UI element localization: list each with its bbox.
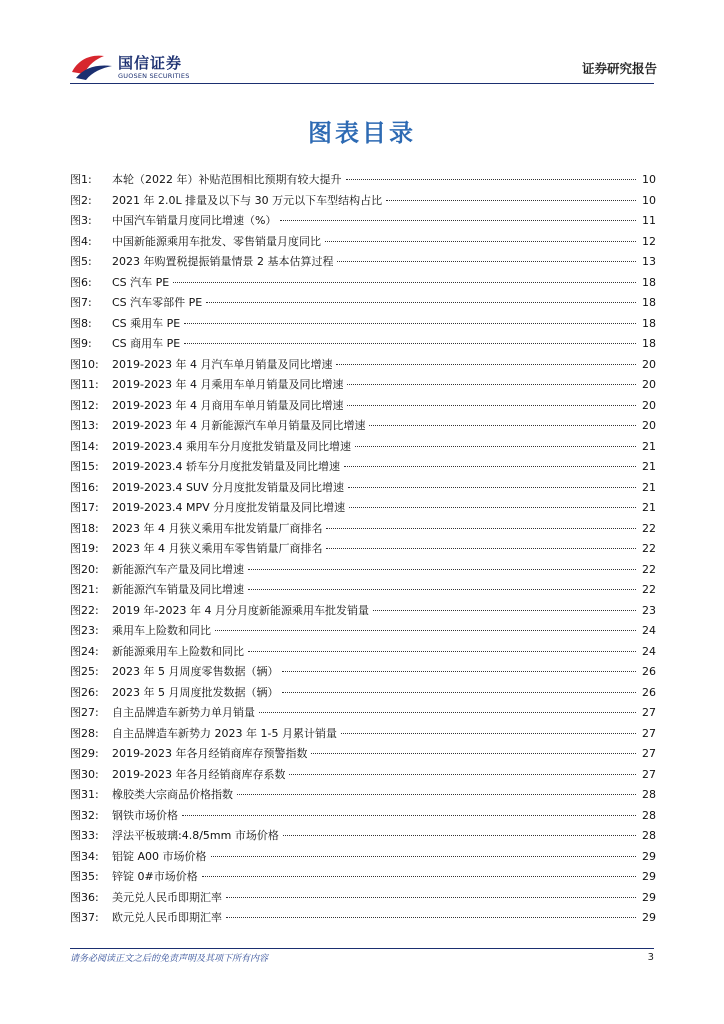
toc-entry-label: 图22: [70, 603, 99, 617]
toc-leader-dots [182, 814, 636, 816]
toc-entry-title: 2023 年 4 月狭义乘用车零售销量厂商排名 [112, 542, 323, 555]
logo-text-en: GUOSEN SECURITIES [118, 72, 190, 80]
toc-entry-label: 图11: [70, 378, 99, 391]
toc-entry[interactable] [70, 273, 656, 294]
toc-entry-page: 21 [642, 439, 656, 453]
toc-leader-dots [341, 732, 636, 734]
toc-entry-title: 2019-2023 年 4 月商用车单月销量及同比增速 [112, 398, 344, 412]
toc-leader-dots [237, 793, 636, 795]
toc-leader-dots [211, 855, 636, 857]
toc-entry[interactable] [70, 765, 656, 786]
toc-leader-dots [184, 322, 636, 324]
toc-entry[interactable] [70, 355, 656, 376]
toc-entry-page: 21 [642, 460, 656, 473]
toc-entry[interactable] [70, 211, 656, 232]
toc-entry[interactable] [70, 375, 656, 396]
toc-entry-title: CS 汽车零部件 PE [112, 296, 203, 309]
toc-entry-page: 23 [642, 603, 656, 617]
toc-entry-label: 图2: [70, 193, 92, 207]
toc-entry-page: 10 [642, 173, 656, 186]
toc-entry-page: 28 [642, 829, 656, 842]
toc-entry-title: 橡胶类大宗商品价格指数 [112, 788, 233, 801]
toc-leader-dots [373, 609, 636, 611]
toc-entry-title: 2019-2023.4 轿车分月度批发销量及同比增速 [112, 460, 340, 473]
toc-entry-label: 图27: [70, 706, 99, 719]
page-title: 图表目录 [308, 119, 416, 147]
toc-entry-title: 欧元兑人民币即期汇率 [112, 911, 222, 924]
toc-leader-dots [386, 199, 636, 201]
toc-entry[interactable] [70, 744, 656, 765]
toc-entry-label: 图9: [70, 337, 92, 350]
toc-entry-label: 图23: [70, 624, 99, 637]
toc-entry-page: 10 [642, 193, 656, 207]
toc-entry[interactable] [70, 888, 656, 909]
toc-entry-page: 27 [642, 767, 656, 781]
toc-entry[interactable] [70, 293, 656, 314]
toc-entry-label: 图32: [70, 808, 99, 822]
header-divider [70, 83, 654, 84]
toc-entry-title: 2021 年 2.0L 排量及以下与 30 万元以下车型结构占比 [112, 193, 383, 207]
toc-leader-dots [346, 178, 637, 180]
toc-leader-dots [336, 363, 636, 365]
toc-leader-dots [248, 650, 636, 652]
toc-entry-title: 新能源汽车产量及同比增速 [112, 562, 244, 576]
toc-entry-page: 27 [642, 726, 656, 740]
toc-entry-label: 图20: [70, 562, 99, 576]
footer-disclaimer: 请务必阅读正文之后的免责声明及其项下所有内容 [70, 954, 269, 964]
toc-entry-title: 钢铁市场价格 [112, 808, 178, 822]
toc-entry-page: 28 [642, 788, 656, 801]
toc-leader-dots [226, 896, 636, 898]
page-header [0, 0, 724, 90]
toc-entry-page: 12 [642, 234, 656, 248]
page-number: 3 [647, 952, 654, 963]
toc-leader-dots [344, 465, 636, 467]
toc-entry-label: 图28: [70, 726, 99, 740]
toc-entry-label: 图10: [70, 357, 99, 371]
toc-entry-page: 22 [642, 583, 656, 596]
toc-entry-title: 自主品牌造车新势力单月销量 [112, 706, 255, 719]
toc-leader-dots [326, 527, 636, 529]
toc-entry-page: 20 [642, 378, 656, 391]
toc-entry-title: CS 商用车 PE [112, 337, 181, 350]
toc-entry-title: 新能源汽车销量及同比增速 [112, 583, 244, 596]
toc-entry-title: 2019-2023 年 4 月乘用车单月销量及同比增速 [112, 378, 344, 391]
toc-leader-dots [355, 445, 636, 447]
toc-entry-page: 29 [642, 870, 656, 883]
toc-entry[interactable] [70, 867, 656, 888]
logo-text-cn: 国信证券 [118, 54, 183, 72]
toc-entry-page: 27 [642, 747, 656, 760]
toc-entry-label: 图7: [70, 296, 92, 309]
toc-entry-label: 图1: [70, 173, 92, 186]
toc-entry-page: 29 [642, 849, 656, 863]
toc-entry-title: 铝锭 A00 市场价格 [112, 849, 207, 863]
toc-entry-title: 2019-2023 年各月经销商库存预警指数 [112, 747, 308, 760]
toc-entry-page: 21 [642, 480, 656, 494]
toc-entry-title: CS 乘用车 PE [112, 316, 181, 330]
toc-leader-dots [325, 240, 636, 242]
toc-entry-title: 2023 年 4 月狭义乘用车批发销量厂商排名 [112, 521, 323, 535]
toc-leader-dots [184, 342, 636, 344]
toc-entry[interactable] [70, 662, 656, 683]
toc-entry-label: 图16: [70, 480, 99, 494]
toc-leader-dots [369, 424, 636, 426]
toc-entry-label: 图35: [70, 870, 99, 883]
toc-entry[interactable] [70, 334, 656, 355]
toc-entry[interactable] [70, 601, 656, 622]
toc-entry[interactable] [70, 314, 656, 335]
toc-entry-page: 20 [642, 419, 656, 432]
toc-entry-page: 18 [642, 275, 656, 289]
toc-entry[interactable] [70, 498, 656, 519]
toc-leader-dots [347, 383, 636, 385]
toc-entry-page: 28 [642, 808, 656, 822]
toc-entry-label: 图31: [70, 788, 99, 801]
toc-entry-page: 20 [642, 398, 656, 412]
toc-entry[interactable] [70, 457, 656, 478]
toc-entry-page: 21 [642, 501, 656, 514]
toc-entry-page: 22 [642, 562, 656, 576]
toc-entry-page: 24 [642, 644, 656, 658]
toc-entry-title: 2019-2023.4 SUV 分月度批发销量及同比增速 [112, 480, 345, 494]
toc-leader-dots [349, 506, 636, 508]
toc-entry-label: 图34: [70, 849, 99, 863]
toc-leader-dots [215, 629, 636, 631]
toc-leader-dots [226, 916, 636, 918]
figure-list [70, 170, 656, 929]
toc-entry-label: 图14: [70, 439, 99, 453]
toc-entry-title: 锌锭 0#市场价格 [112, 870, 198, 883]
toc-leader-dots [282, 670, 636, 672]
toc-entry-title: 2023 年购置税提振销量情景 2 基本估算过程 [112, 255, 334, 268]
toc-entry[interactable] [70, 519, 656, 540]
toc-entry-title: 新能源乘用车上险数和同比 [112, 644, 244, 658]
toc-entry-page: 13 [642, 255, 656, 268]
toc-entry-label: 图12: [70, 398, 99, 412]
toc-leader-dots [289, 773, 636, 775]
toc-entry-page: 24 [642, 624, 656, 637]
toc-entry-title: 2019-2023 年 4 月汽车单月销量及同比增速 [112, 357, 333, 371]
toc-entry-label: 图25: [70, 665, 99, 678]
toc-entry-label: 图17: [70, 501, 99, 514]
toc-entry[interactable] [70, 539, 656, 560]
toc-entry-label: 图33: [70, 829, 99, 842]
toc-entry[interactable] [70, 232, 656, 253]
toc-entry-title: 2019-2023.4 MPV 分月度批发销量及同比增速 [112, 501, 346, 514]
toc-entry-label: 图29: [70, 747, 99, 760]
toc-entry[interactable] [70, 396, 656, 417]
toc-entry-title: 本轮（2022 年）补贴范围相比预期有较大提升 [112, 173, 342, 186]
toc-entry[interactable] [70, 560, 656, 581]
toc-entry[interactable] [70, 416, 656, 437]
toc-entry-page: 27 [642, 706, 656, 719]
toc-entry-title: 自主品牌造车新势力 2023 年 1-5 月累计销量 [112, 726, 337, 740]
toc-entry-label: 图26: [70, 685, 99, 699]
toc-entry[interactable] [70, 826, 656, 847]
toc-entry[interactable] [70, 908, 656, 929]
toc-entry[interactable] [70, 724, 656, 745]
toc-leader-dots [348, 486, 636, 488]
toc-entry[interactable] [70, 437, 656, 458]
toc-entry-page: 18 [642, 337, 656, 350]
toc-entry[interactable] [70, 806, 656, 827]
guosen-logo [70, 50, 210, 84]
toc-entry-label: 图36: [70, 890, 99, 904]
toc-entry-label: 图13: [70, 419, 99, 432]
toc-entry-page: 18 [642, 296, 656, 309]
toc-entry-title: 中国汽车销量月度同比增速（%） [112, 214, 277, 227]
toc-leader-dots [283, 834, 636, 836]
toc-entry-title: 乘用车上险数和同比 [112, 624, 211, 637]
toc-entry-title: 2019-2023.4 乘用车分月度批发销量及同比增速 [112, 439, 351, 453]
toc-entry[interactable] [70, 252, 656, 273]
toc-entry[interactable] [70, 683, 656, 704]
toc-entry-label: 图19: [70, 542, 99, 555]
toc-entry-title: 中国新能源乘用车批发、零售销量月度同比 [112, 234, 321, 248]
toc-entry-label: 图5: [70, 255, 92, 268]
toc-entry-title: 2019-2023 年各月经销商库存系数 [112, 767, 286, 781]
toc-entry-title: 2019-2023 年 4 月新能源汽车单月销量及同比增速 [112, 419, 366, 432]
toc-entry-label: 图21: [70, 583, 99, 596]
footer-divider [70, 948, 654, 949]
toc-entry[interactable] [70, 621, 656, 642]
toc-entry-title: 浮法平板玻璃:4.8/5mm 市场价格 [112, 829, 279, 842]
toc-leader-dots [280, 219, 636, 221]
toc-leader-dots [248, 568, 636, 570]
toc-entry[interactable] [70, 478, 656, 499]
toc-entry-page: 22 [642, 521, 656, 535]
toc-entry-page: 18 [642, 316, 656, 330]
toc-leader-dots [206, 301, 636, 303]
toc-entry-page: 20 [642, 357, 656, 371]
toc-entry-page: 22 [642, 542, 656, 555]
guosen-logo-icon [70, 50, 116, 84]
toc-entry-label: 图8: [70, 316, 92, 330]
toc-entry-page: 29 [642, 911, 656, 924]
toc-leader-dots [282, 691, 636, 693]
toc-entry-label: 图24: [70, 644, 99, 658]
toc-leader-dots [259, 711, 636, 713]
toc-entry-label: 图15: [70, 460, 99, 473]
toc-leader-dots [326, 547, 636, 549]
toc-entry-title: 2023 年 5 月周度批发数据（辆） [112, 685, 279, 699]
toc-leader-dots [311, 752, 636, 754]
toc-entry-title: 2019 年-2023 年 4 月分月度新能源乘用车批发销量 [112, 603, 369, 617]
toc-entry-page: 26 [642, 685, 656, 699]
toc-entry[interactable] [70, 847, 656, 868]
toc-entry[interactable] [70, 170, 656, 191]
toc-entry-title: 美元兑人民币即期汇率 [112, 890, 222, 904]
toc-entry[interactable] [70, 191, 656, 212]
toc-entry-page: 11 [642, 214, 656, 227]
toc-entry[interactable] [70, 703, 656, 724]
toc-entry[interactable] [70, 580, 656, 601]
toc-leader-dots [337, 260, 636, 262]
report-type-label: 证券研究报告 [581, 61, 657, 76]
toc-entry-label: 图6: [70, 275, 92, 289]
toc-entry-page: 29 [642, 890, 656, 904]
toc-entry-label: 图37: [70, 911, 99, 924]
toc-entry-page: 26 [642, 665, 656, 678]
toc-entry[interactable] [70, 785, 656, 806]
toc-leader-dots [202, 875, 636, 877]
toc-entry-label: 图18: [70, 521, 99, 535]
toc-entry-title: 2023 年 5 月周度零售数据（辆） [112, 665, 279, 678]
toc-leader-dots [173, 281, 636, 283]
toc-entry-label: 图4: [70, 234, 92, 248]
toc-leader-dots [347, 404, 636, 406]
toc-leader-dots [248, 588, 636, 590]
toc-entry[interactable] [70, 642, 656, 663]
toc-entry-title: CS 汽车 PE [112, 275, 170, 289]
toc-entry-label: 图3: [70, 214, 92, 227]
toc-entry-label: 图30: [70, 767, 99, 781]
